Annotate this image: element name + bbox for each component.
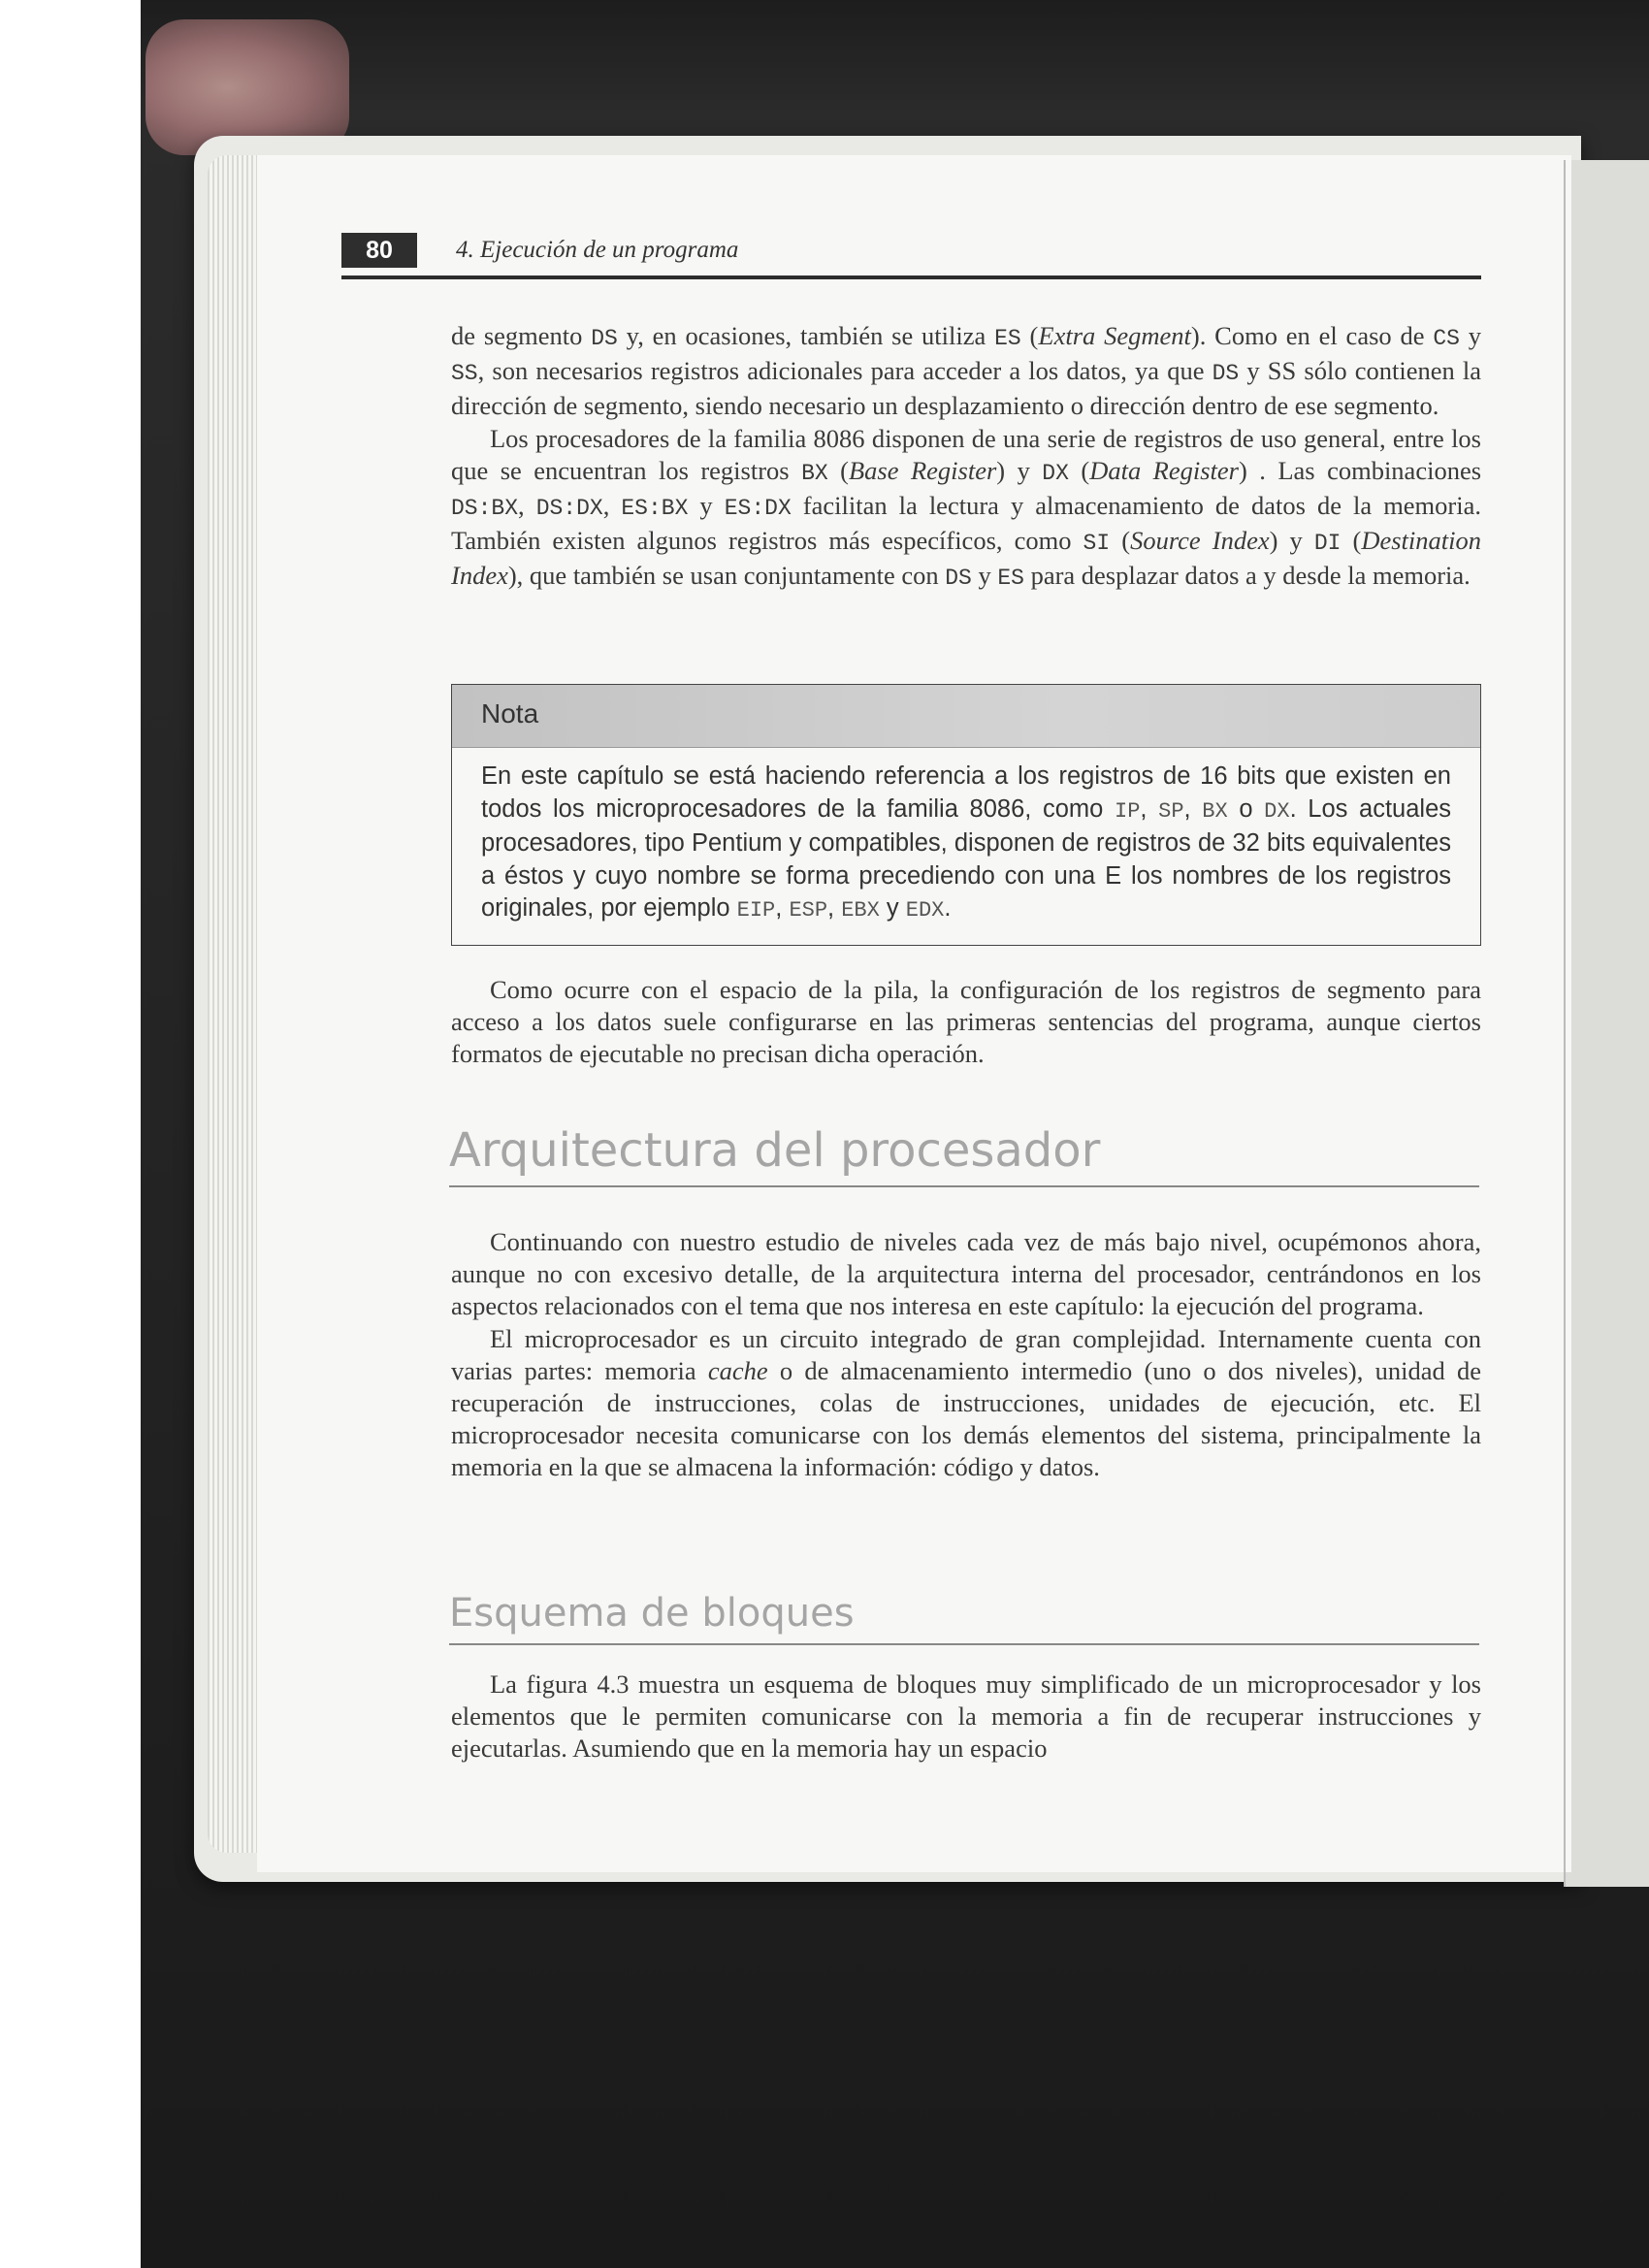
text-run: (	[1110, 526, 1131, 556]
code-run: BX	[801, 460, 828, 486]
code-run: SP	[1158, 798, 1184, 824]
text-run: Los procesadores de la familia 8086 disponen de una serie de registros de uso general, entre los que se encuentran los registros	[451, 423, 1481, 485]
text-run: En este capítulo se está haciendo referencia a los registros de 16 bits que existen en todos los microprocesadores de la familia 8086, como	[481, 762, 1451, 823]
text-run: y, en ocasiones, también se utiliza	[617, 321, 995, 350]
text-run: ,	[1183, 794, 1203, 823]
code-run: EDX	[905, 898, 945, 923]
text-run: y	[879, 894, 906, 922]
text-run: (	[1020, 321, 1039, 350]
code-run: CS	[1433, 326, 1460, 351]
text-run: ), que también se usan conjuntamente con	[507, 561, 946, 591]
page-number: 80	[341, 233, 417, 268]
text-run: ,	[518, 491, 536, 521]
code-run: SI	[1083, 531, 1111, 557]
italic-run: Source Index	[1130, 526, 1270, 556]
text-run: ). Como en el caso de	[1190, 321, 1434, 350]
header-rule	[341, 275, 1481, 279]
section1-text	[451, 1226, 1481, 1484]
text-run: para desplazar datos a y desde la memoria.	[1023, 561, 1471, 591]
paragraph-4: Continuando con nuestro estudio de niveles cada vez de más bajo nivel, ocupémonos ahora, aunque no con excesivo detalle, de la arquitectura interna del procesador, centrándonos en los aspectos relacionados con el tema que nos interesa en este capítulo: la ejecución del programa.	[451, 1227, 1481, 1321]
text-run: ) y	[996, 455, 1043, 485]
paragraph-3: Como ocurre con el espacio de la pila, la configuración de los registros de segmento para acceso a los datos suele configurarse en las primeras sentencias del programa, aunque ciertos formatos de ejecutable no precisan dicha operación.	[451, 975, 1481, 1069]
code-run: ES:DX	[724, 496, 792, 522]
running-header	[341, 233, 1481, 272]
text-run: ) y	[1269, 526, 1314, 556]
section-rule	[449, 1643, 1479, 1645]
section-rule	[449, 1185, 1479, 1187]
section2-text	[451, 1669, 1481, 1766]
text-run: ,	[602, 491, 622, 521]
text-run: ,	[775, 894, 790, 922]
italic-run: Data Register	[1089, 455, 1239, 485]
text-run: de segmento	[451, 321, 592, 350]
text-run: ,	[827, 894, 842, 922]
text-run: o de almacenamiento intermedio (uno o dos niveles), unidad de recuperación de instrucciones, colas de instrucciones, unidades de ejecución, etc. El microprocesador necesita comunicarse con los demás elementos del sistema, principalmente la memoria en la que se almacena la información: código y datos.	[451, 1355, 1481, 1482]
code-run: EBX	[841, 898, 880, 923]
section-title-esquema: Esquema de bloques	[449, 1591, 855, 1636]
text-run: facilitan la lectura y almacenamiento de datos de la memoria. También existen algunos registros más específicos, como	[451, 491, 1481, 556]
text-run: y	[1459, 321, 1481, 350]
after-note-text	[451, 974, 1481, 1071]
code-run: DS	[591, 326, 618, 351]
intro-text	[451, 320, 1481, 596]
code-run: EIP	[736, 898, 776, 923]
gutter-line	[1564, 160, 1566, 1887]
code-run: DS	[1212, 361, 1240, 387]
thumb-image	[146, 19, 349, 155]
note-header	[452, 685, 1480, 748]
text-run: y	[688, 491, 725, 521]
code-run: BX	[1202, 798, 1228, 824]
note-box	[451, 684, 1481, 946]
text-run: (	[1068, 455, 1090, 485]
paragraph-5	[451, 1323, 1481, 1484]
italic-run: Destination Index	[451, 526, 1482, 591]
text-run: (	[827, 455, 849, 485]
code-run: SS	[451, 361, 478, 387]
text-run: o	[1227, 794, 1265, 823]
paragraph-1	[451, 320, 1481, 423]
note-title: Nota	[481, 698, 539, 729]
italic-run: cache	[707, 1355, 768, 1385]
text-run: y SS sólo contienen la dirección de segmento, siendo necesario un desplazamiento o dirección dentro de ese segmento.	[451, 356, 1481, 421]
code-run: DS:DX	[535, 496, 603, 522]
code-run: DS:BX	[451, 496, 519, 522]
text-run: y	[971, 561, 998, 591]
code-run: ES	[994, 326, 1021, 351]
code-run: DS	[945, 566, 972, 592]
italic-run: Extra Segment	[1038, 321, 1191, 350]
chapter-title: 4. Ejecución de un programa	[456, 237, 739, 263]
code-run: DI	[1313, 531, 1342, 557]
facing-page-edge	[1564, 160, 1649, 1887]
text-run: , son necesarios registros adicionales para acceder a los datos, ya que	[477, 356, 1212, 386]
code-run: ESP	[789, 898, 828, 923]
text-run: ,	[1140, 794, 1159, 823]
note-text	[481, 761, 1451, 927]
code-run: ES:BX	[621, 496, 689, 522]
text-run: . Los actuales procesadores, tipo Pentium y compatibles, disponen de registros de 32 bits equivalentes a éstos y cuyo nombre se forma precediendo con una E los nombres de los registros originales, por ejemplo	[481, 794, 1452, 922]
scan-margin	[0, 0, 141, 2268]
text-run: ) . Las combinaciones	[1238, 455, 1482, 485]
code-run: DX	[1264, 798, 1290, 824]
code-run: ES	[997, 566, 1024, 592]
code-run: DX	[1042, 460, 1069, 486]
paragraph-2	[451, 423, 1481, 596]
italic-run: Base Register	[848, 455, 997, 485]
paragraph-6: La figura 4.3 muestra un esquema de bloques muy simplificado de un microprocesador y los elementos que le permiten comunicarse con la memoria a fin de recuperar instrucciones y ejecutarlas. Asumiendo que en la memoria hay un espacio	[451, 1669, 1481, 1764]
text-run: (	[1341, 526, 1362, 556]
code-run: IP	[1115, 798, 1141, 824]
text-run: .	[944, 894, 952, 922]
section-title-arquitectura: Arquitectura del procesador	[449, 1123, 1101, 1178]
text-run: El microprocesador es un circuito integrado de gran complejidad. Internamente cuenta con varias partes: memoria	[451, 1323, 1481, 1385]
